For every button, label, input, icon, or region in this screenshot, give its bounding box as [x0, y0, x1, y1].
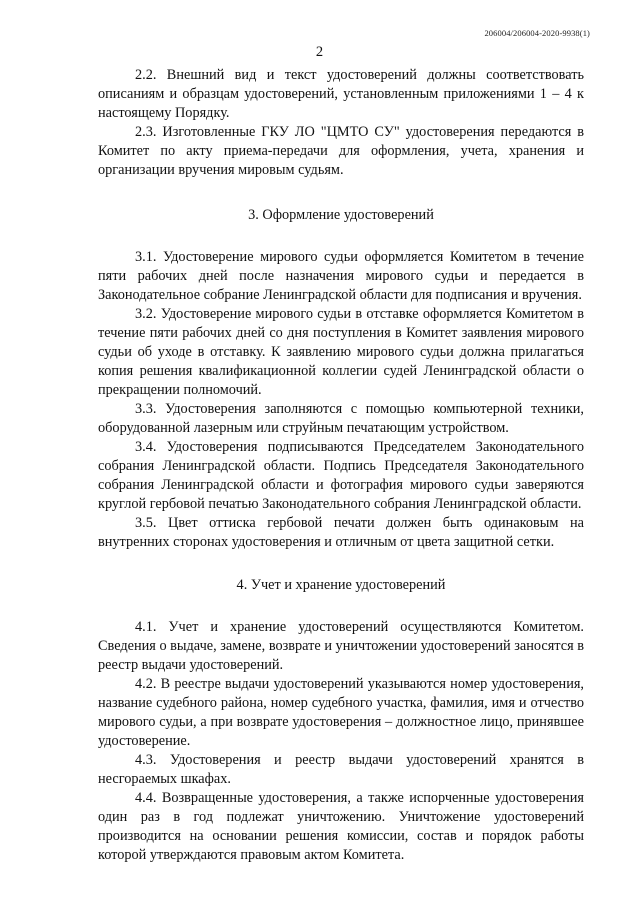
paragraph-3-2: 3.2. Удостоверение мирового судьи в отставке оформляется Комитетом в течение пяти рабочих дней со дня поступления в Комитет заявления мирового судьи об уходе в отставку. К заявлению мирового судьи должна прилагаться копия решения квалификационной коллегии судей Ленинградской области о прекращении полномочий.: [98, 306, 584, 398]
section-heading-4: 4. Учет и хранение удостоверений: [236, 577, 446, 593]
paragraph-3-4: 3.4. Удостоверения подписываются Председателем Законодательного собрания Ленинградской области. Подпись Председателя Законодательного собрания Ленинградской области и фотография мирового судьи заверяются круглой гербовой печатью Законодательного собрания Ленинградской области.: [98, 439, 584, 512]
paragraph-4-2: 4.2. В реестре выдачи удостоверений указываются номер удостоверения, название судебного района, номер судебного участка, фамилия, имя и отчество мирового судьи, а при возврате удостоверения – должностное лицо, принявшее удостоверение.: [98, 676, 584, 749]
page-number: 2: [315, 44, 324, 60]
section-heading-3: 3. Оформление удостоверений: [248, 207, 434, 223]
document-body: [98, 66, 584, 865]
paragraph-3-5: 3.5. Цвет оттиска гербовой печати должен быть одинаковым на внутренних сторонах удостоверения и отличным от цвета защитной сетки.: [98, 515, 584, 550]
document-id: 206004/206004-2020-9938(1): [484, 28, 590, 38]
paragraph-3-3: 3.3. Удостоверения заполняются с помощью компьютерной техники, оборудованной лазерным или струйным печатающим устройством.: [98, 401, 584, 436]
paragraph-3-1: 3.1. Удостоверение мирового судьи оформляется Комитетом в течение пяти рабочих дней после назначения мирового судьи и передается в Законодательное собрание Ленинградской области для подписания и вручения.: [98, 249, 584, 303]
paragraph-4-4: 4.4. Возвращенные удостоверения, а также испорченные удостоверения один раз в год подлежат уничтожению. Уничтожение удостоверений производится на основании решения комиссии, состав и порядок работы которой утверждаются правовым актом Комитета.: [98, 790, 584, 863]
paragraph-4-1: 4.1. Учет и хранение удостоверений осуществляются Комитетом. Сведения о выдаче, замене, возврате и уничтожении удостоверений заносятся в реестр выдачи удостоверений.: [98, 619, 584, 673]
paragraph-2-2: 2.2. Внешний вид и текст удостоверений должны соответствовать описаниям и образцам удостоверений, установленным приложениями 1 – 4 к настоящему Порядку.: [98, 67, 584, 121]
paragraph-2-3: 2.3. Изготовленные ГКУ ЛО "ЦМТО СУ" удостоверения передаются в Комитет по акту приема-передачи для оформления, учета, хранения и организации вручения мировым судьям.: [98, 124, 584, 178]
paragraph-4-3: 4.3. Удостоверения и реестр выдачи удостоверений хранятся в несгораемых шкафах.: [98, 752, 584, 787]
